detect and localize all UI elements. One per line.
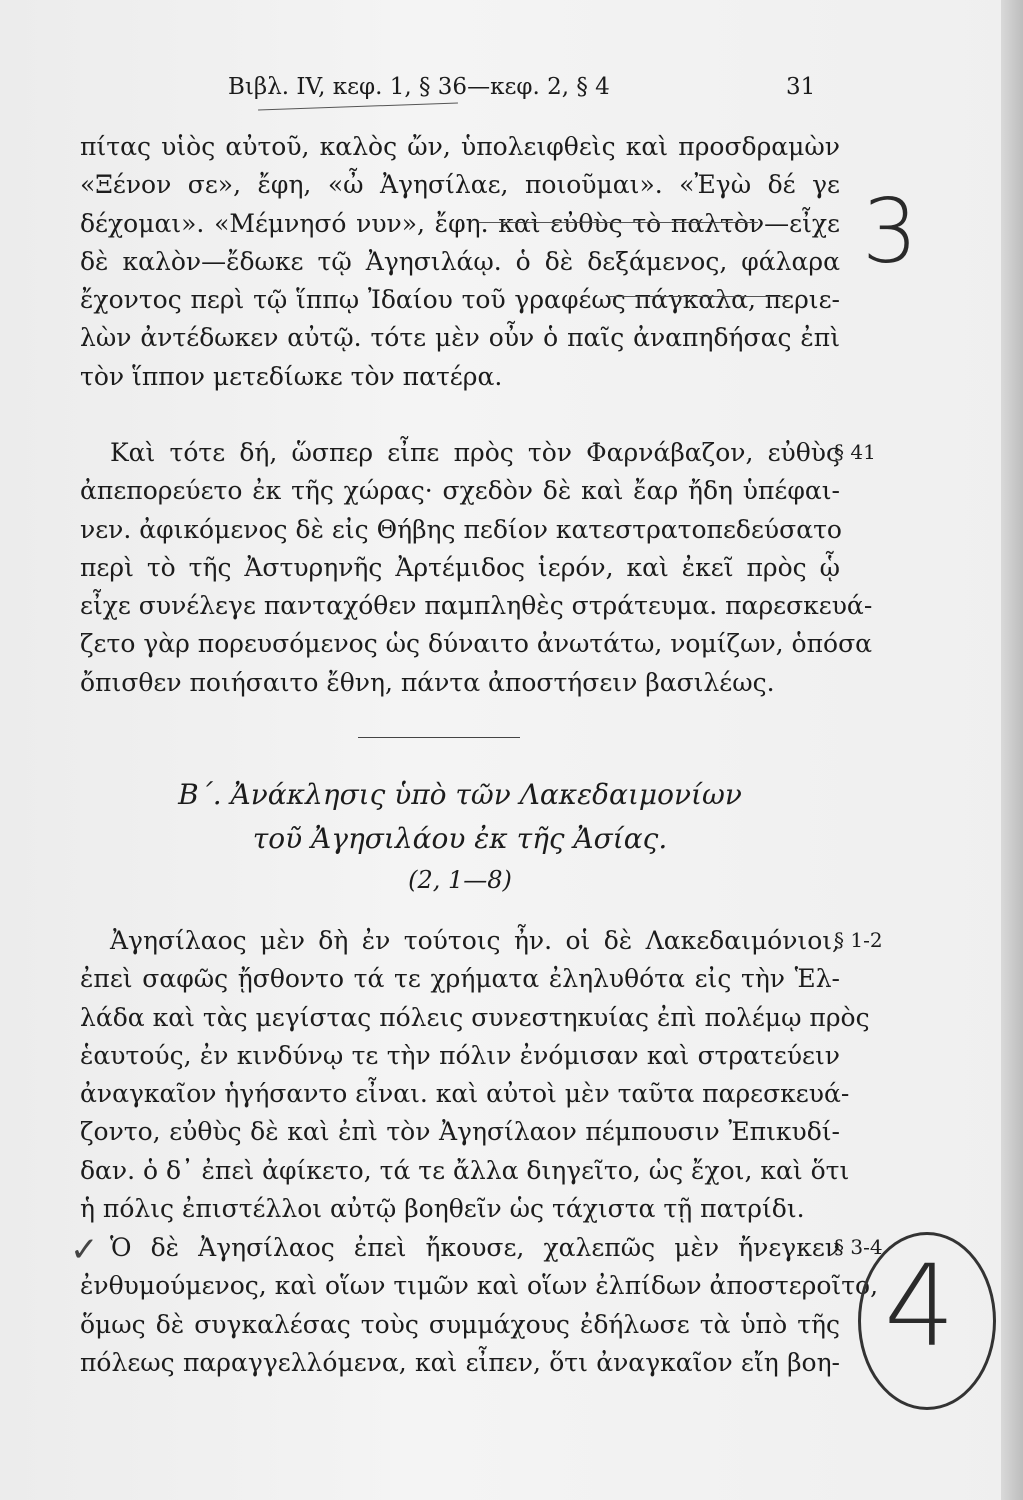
text-line: «Ξένον σε», ἔφη, «ὦ Ἀγησίλαε, ποιοῦμαι». «Ἐγὼ δέ γε	[80, 170, 840, 200]
chapter-heading-line2: τοῦ Ἀγησιλάου ἐκ τῆς Ἀσίας.	[252, 822, 668, 855]
text-line: πίτας υἱὸς αὐτοῦ, καλὸς ὤν, ὑπολειφθεὶς καὶ προσδραμὼν	[80, 132, 840, 161]
text-line: ἀναγκαῖον ἡγήσαντο εἶναι. καὶ αὐτοὶ μὲν ταῦτα παρεσκευά-	[80, 1079, 850, 1109]
text-line: ὄπισθεν ποιήσαιτο ἔθνη, πάντα ἀποστήσειν βασιλέως.	[80, 667, 775, 697]
running-head: Βιβλ. IV, κεφ. 1, § 36—κεφ. 2, § 4	[228, 74, 610, 100]
text-line: ἡ πόλις ἐπιστέλλοι αὐτῷ βοηθεῖν ὡς τάχιστα τῇ πατρίδι.	[80, 1194, 805, 1224]
pencil-underline-falara	[608, 296, 783, 297]
text-line: ὅμως δὲ συγκαλέσας τοὺς συμμάχους ἐδήλωσε τὰ ὑπὸ τῆς	[80, 1309, 840, 1339]
page-number: 31	[786, 74, 816, 100]
page-header	[0, 72, 1023, 112]
text-line: ἐπεὶ σαφῶς ᾔσθοντο τά τε χρήματα ἐληλυθότα εἰς τὴν Ἑλ-	[80, 964, 840, 994]
text-line: ζοντο, εὐθὺς δὲ καὶ ἐπὶ τὸν Ἀγησίλαον πέμπουσιν Ἐπικυδί-	[80, 1117, 840, 1147]
text-line: περὶ τὸ τῆς Ἀστυρηνῆς Ἀρτέμιδος ἱερόν, καὶ ἐκεῖ πρὸς ᾧ	[80, 552, 840, 582]
text-line: Ὁ δὲ Ἀγησίλαος ἐπεὶ ἤκουσε, χαλεπῶς μὲν ἤνεγκεν	[110, 1233, 840, 1262]
margin-ref-s3-4: § 3-4	[834, 1235, 883, 1259]
text-line: δὲ καλὸν—ἔδωκε τῷ Ἀγησιλάῳ. ὁ δὲ δεξάμενος, φάλαρα	[80, 246, 840, 276]
text-line: νεν. ἀφικόμενος δὲ εἰς Θήβης πεδίον κατεστρατοπεδεύσατο	[80, 514, 842, 544]
text-line: λὼν ἀντέδωκεν αὐτῷ. τότε μὲν οὖν ὁ παῖς ἀναπηδήσας ἐπὶ	[80, 323, 840, 353]
handwritten-check-mark: ✓	[70, 1230, 99, 1270]
section-divider	[358, 737, 520, 738]
text-line: εἶχε συνέλεγε πανταχόθεν παμπληθὲς στράτευμα. παρεσκευά-	[80, 591, 873, 621]
margin-ref-s41: § 41	[834, 440, 876, 464]
text-line: λάδα καὶ τὰς μεγίστας πόλεις συνεστηκυίας ἐπὶ πολέμῳ πρὸς	[80, 1002, 870, 1032]
pencil-underline-palton	[478, 222, 758, 223]
text-line: τὸν ἵππον μετεδίωκε τὸν πατέρα.	[80, 361, 503, 391]
chapter-heading-ref: (2, 1—8)	[408, 866, 512, 894]
text-line: ἑαυτούς, ἐν κινδύνῳ τε τὴν πόλιν ἐνόμισαν καὶ στρατεύειν	[80, 1040, 840, 1070]
text-line: ἔχοντος περὶ τῷ ἵππῳ Ἰδαίου τοῦ γραφέως πάγκαλα, περιε-	[80, 285, 840, 315]
text-line: ἀπεπορεύετο ἐκ τῆς χώρας· σχεδὸν δὲ καὶ ἔαρ ἤδη ὑπέφαι-	[80, 476, 840, 506]
handwritten-number-4: 4	[884, 1242, 956, 1372]
text-line: ἐνθυμούμενος, καὶ οἵων τιμῶν καὶ οἵων ἐλπίδων ἀποστεροῖτο,	[80, 1271, 879, 1301]
text-line: Καὶ τότε δή, ὥσπερ εἶπε πρὸς τὸν Φαρνάβαζον, εὐθὺς	[110, 438, 840, 467]
text-line: δέχομαι». «Μέμνησό νυν», ἔφη. καὶ εὐθὺς τὸ παλτὸν—εἶχε	[80, 208, 840, 238]
text-line: ζετο γὰρ πορευσόμενος ὡς δύναιτο ἀνωτάτω, νομίζων, ὁπόσα	[80, 629, 873, 659]
text-line: δαν. ὁ δ᾽ ἐπεὶ ἀφίκετο, τά τε ἄλλα διηγεῖτο, ὡς ἔχοι, καὶ ὅτι	[80, 1155, 850, 1185]
text-line: πόλεως παραγγελλόμενα, καὶ εἶπεν, ὅτι ἀναγκαῖον εἴη βοη-	[80, 1347, 840, 1377]
handwritten-number-3: 3	[862, 180, 918, 283]
paragraph-section-1	[80, 128, 840, 396]
margin-ref-s1-2: § 1-2	[834, 928, 883, 952]
text-line: Ἀγησίλαος μὲν δὴ ἐν τούτοις ἦν. οἱ δὲ Λακεδαιμόνιοι,	[110, 926, 840, 955]
chapter-heading-line1: Β΄. Ἀνάκλησις ὑπὸ τῶν Λακεδαιμονίων	[178, 778, 742, 811]
page-edge-shadow	[1001, 0, 1023, 1500]
